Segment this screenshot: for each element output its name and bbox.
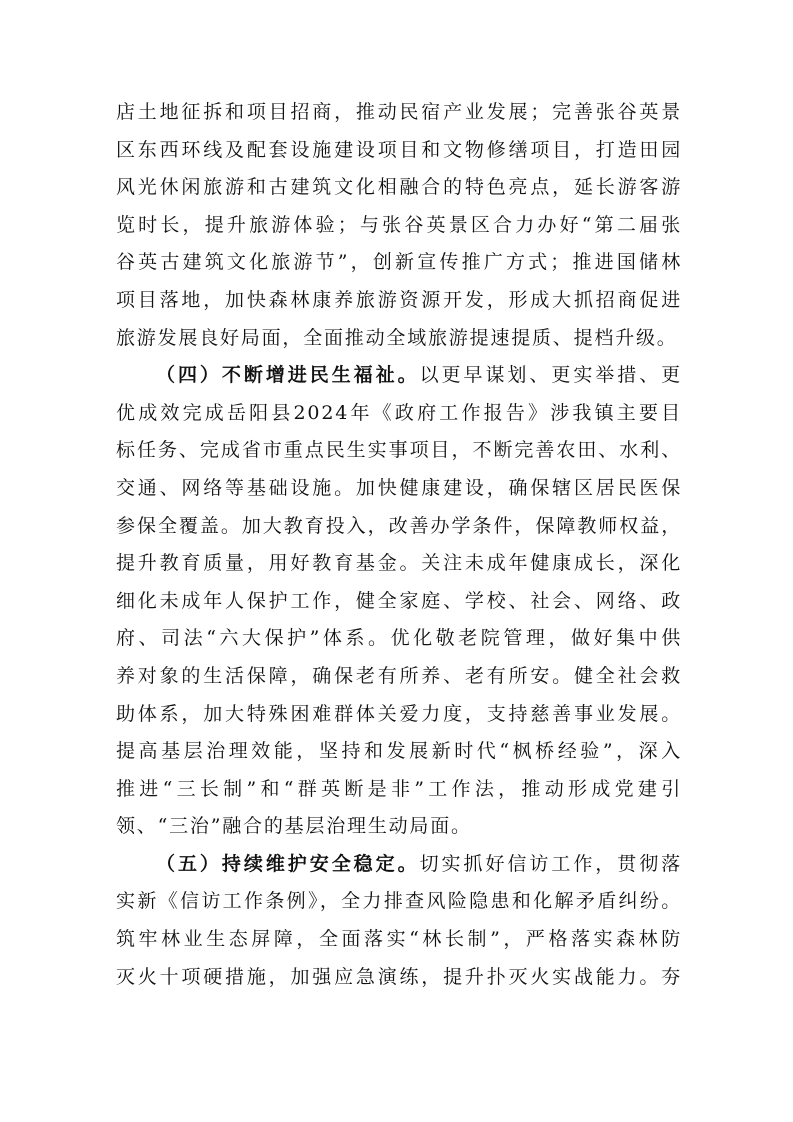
paragraph-livelihood [116, 357, 682, 846]
section-heading-4: （四）不断增进民生福祉。 [156, 364, 420, 387]
section-heading-5: （五）持续维护安全稳定。 [156, 852, 420, 875]
paragraph-safety [116, 846, 682, 996]
text-line: 参保全覆盖。加大教育投入，改善办学条件，保障教师权益， [116, 514, 682, 537]
text-line: 交通、网络等基础设施。加快健康建设，确保辖区居民医保 [116, 476, 682, 499]
paragraph-tourism [116, 94, 682, 357]
text-line: 灭火十项硬措施，加强应急演练，提升扑灭火实战能力。夯 [116, 965, 682, 988]
text-line: 推进“三长制”和“群英断是非”工作法，推动形成党建引 [116, 777, 682, 800]
text-line: 优成效完成岳阳县2024年《政府工作报告》涉我镇主要目 [116, 401, 682, 424]
text-line: 提升教育质量，用好教育基金。关注未成年健康成长，深化 [116, 552, 682, 575]
paragraph-first-line [116, 846, 682, 884]
body-text [116, 94, 682, 996]
text-line: 项目落地，加快森林康养旅游资源开发，形成大抓招商促进 [116, 288, 682, 311]
text-line: 提高基层治理效能，坚持和发展新时代“枫桥经验”，深入 [116, 740, 682, 763]
text-run: 以更早谋划、更实举措、更 [419, 364, 682, 387]
text-line: 谷英古建筑文化旅游节”，创新宣传推广方式；推进国储林 [116, 251, 682, 274]
text-run: 切实抓好信访工作，贯彻落 [419, 852, 682, 875]
text-line: 标任务、完成省市重点民生实事项目，不断完善农田、水利、 [116, 439, 682, 462]
text-line: 区东西环线及配套设施建设项目和文物修缮项目，打造田园 [116, 138, 682, 161]
text-line: 细化未成年人保护工作，健全家庭、学校、社会、网络、政 [116, 589, 682, 612]
text-line: 旅游发展良好局面，全面推动全域旅游提速提质、提档升级。 [116, 326, 678, 349]
text-line: 风光休闲旅游和古建筑文化相融合的特色亮点，延长游客游 [116, 176, 682, 199]
text-line: 养对象的生活保障，确保老有所养、老有所安。健全社会救 [116, 664, 682, 687]
text-line: 府、司法“六大保护”体系。优化敬老院管理，做好集中供 [116, 627, 682, 650]
text-line: 实新《信访工作条例》，全力排查风险隐患和化解矛盾纠纷。 [116, 890, 682, 913]
text-line: 览时长，提升旅游体验；与张谷英景区合力办好“第二届张 [116, 213, 682, 236]
text-line: 领、“三治”融合的基层治理生动局面。 [116, 815, 472, 838]
paragraph-first-line [116, 357, 682, 395]
text-line: 店土地征拆和项目招商，推动民宿产业发展；完善张谷英景 [116, 101, 682, 123]
text-line: 助体系，加大特殊困难群体关爱力度，支持慈善事业发展。 [116, 702, 682, 725]
text-line: 筑牢林业生态屏障，全面落实“林长制”，严格落实森林防 [116, 928, 682, 951]
